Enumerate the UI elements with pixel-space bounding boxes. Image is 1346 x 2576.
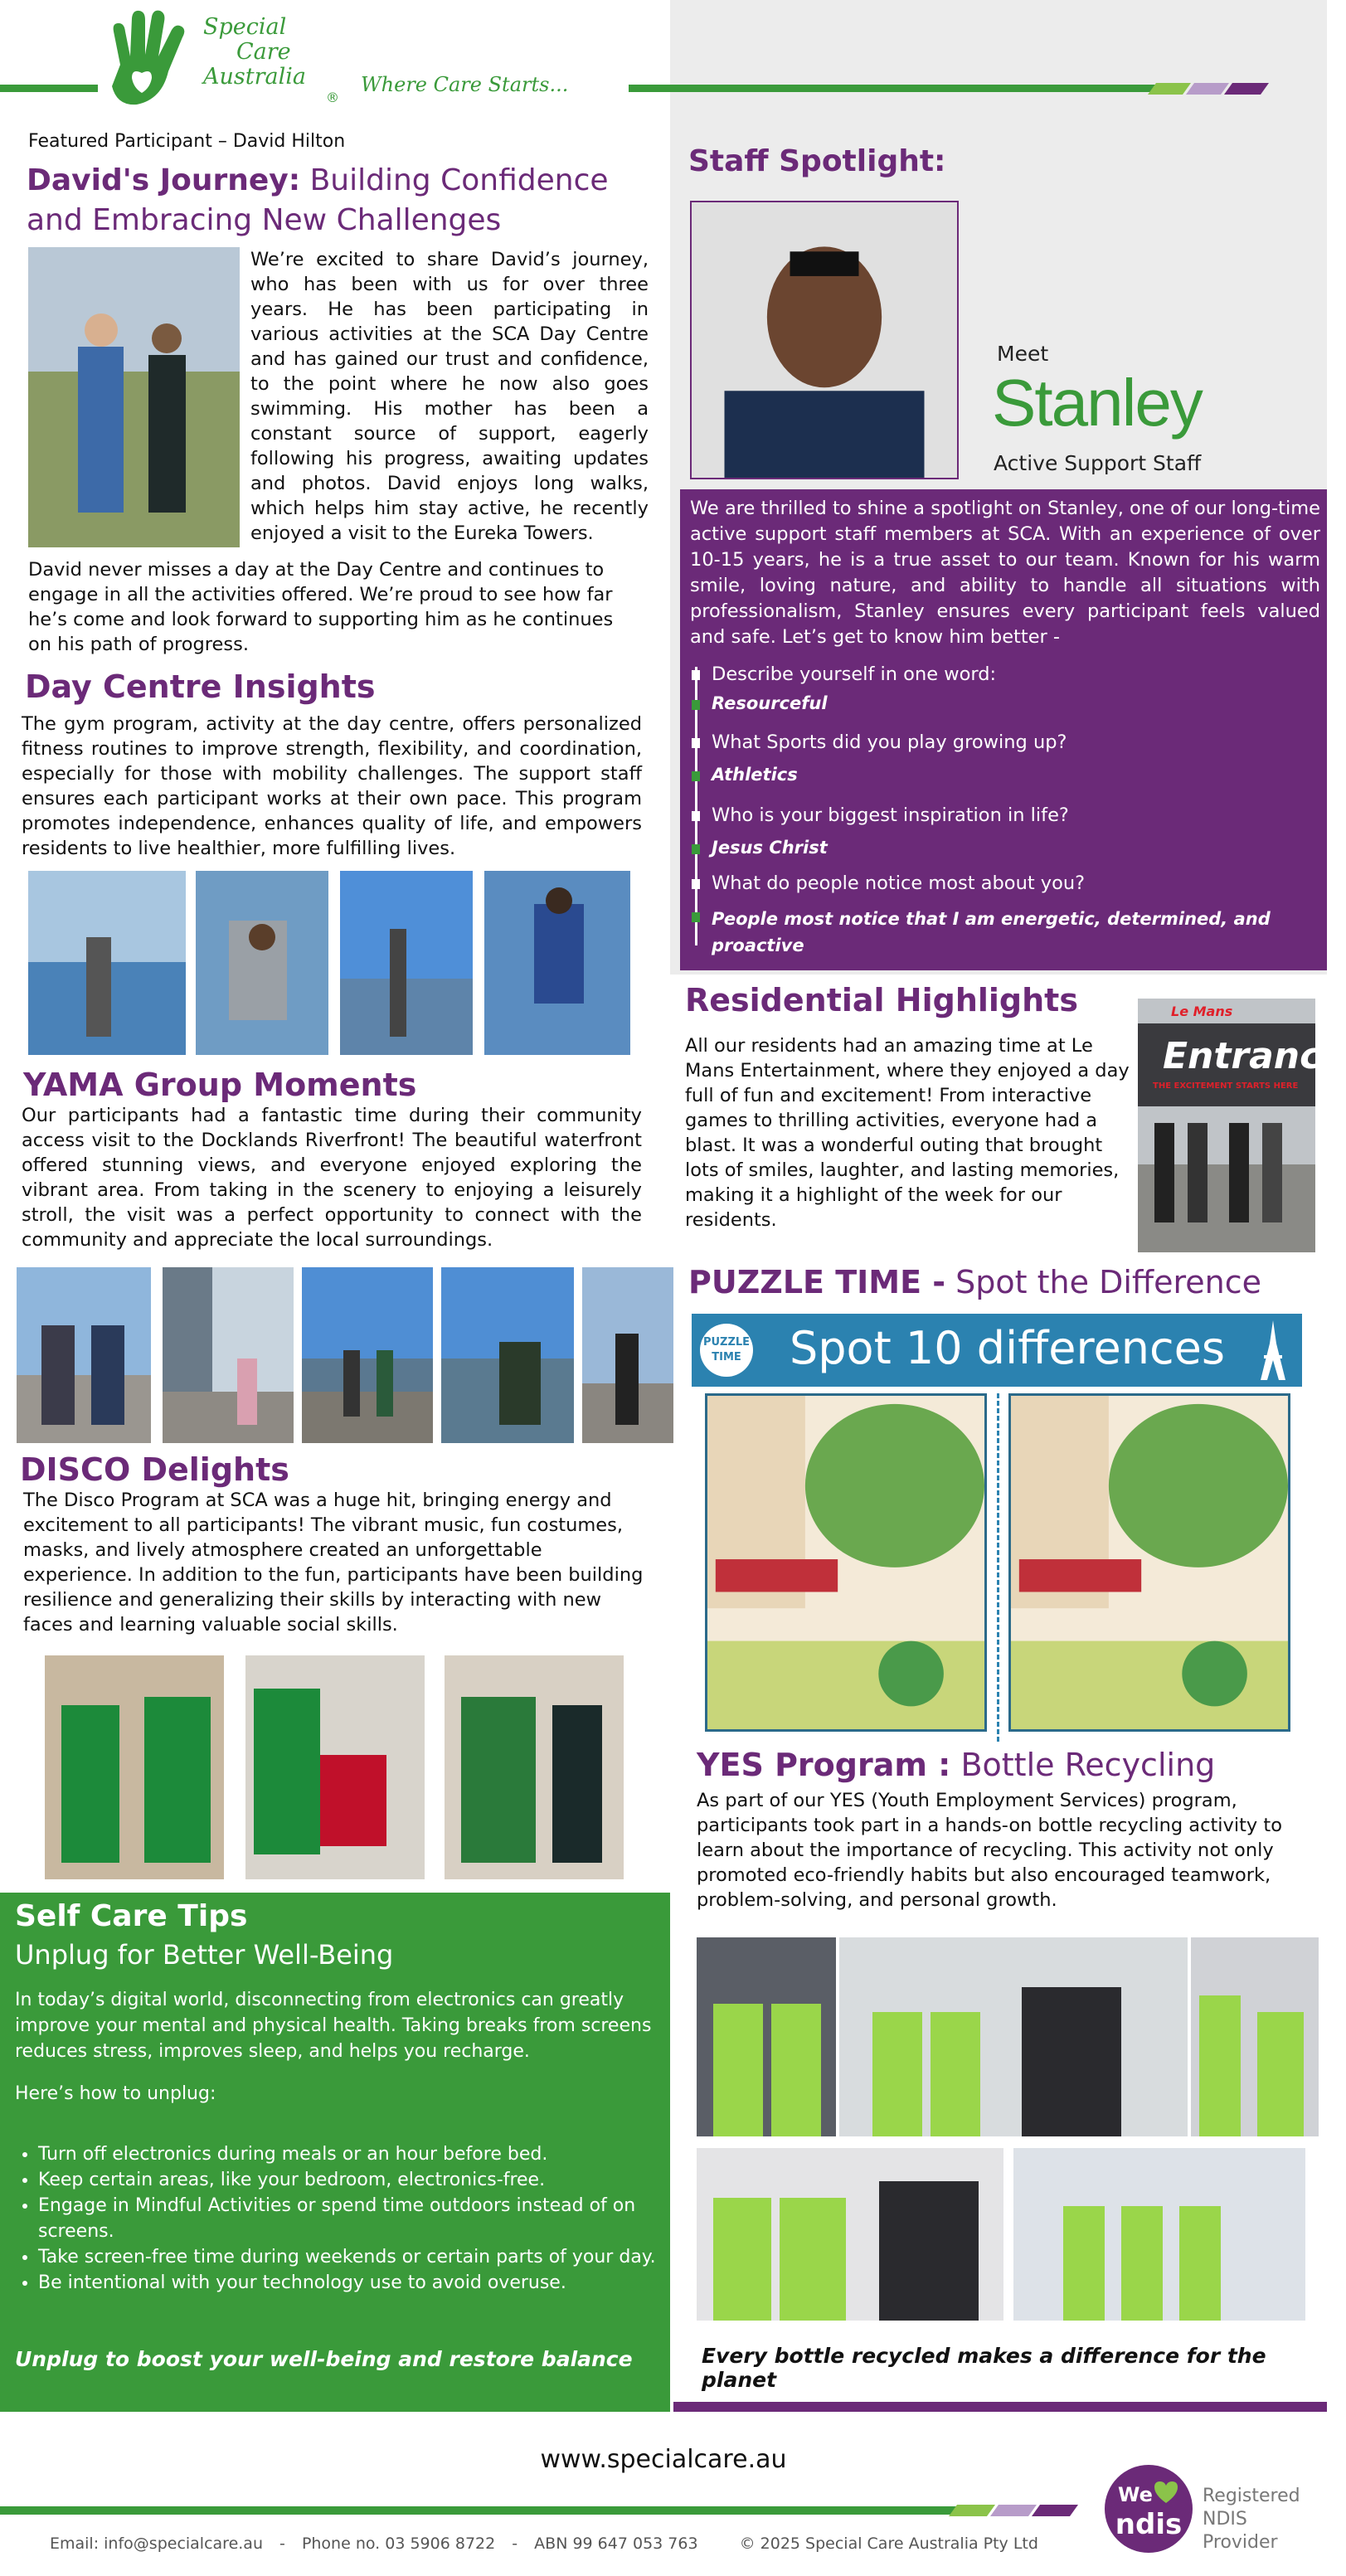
disco-photo-2 (245, 1655, 425, 1879)
staff-heading: Staff Spotlight: (688, 144, 946, 178)
self-care-panel (0, 1893, 670, 2412)
logo-text-care: Care (236, 39, 291, 65)
ndis-line2: NDIS Provider (1203, 2509, 1278, 2553)
logo-text-australia: Australia (203, 64, 306, 90)
staff-panel (680, 489, 1327, 970)
yes-photo-2 (839, 1937, 1188, 2136)
residential-text: All our residents had an amazing time at Le Mans Entertainment, where they enjoyed a day full of fun and excitement! From interactive games to thrilling activities, everyone had a blast. It was a wonderful outing that brought lots of smiles, laughter, and lasting memories, making it a highlight of the week for our residents. (685, 1035, 1130, 1231)
featured-label: Featured Participant – David Hilton (28, 131, 346, 152)
stanley-photo (690, 201, 959, 479)
day-centre-title: Day Centre Insights (25, 668, 376, 705)
sign-sub: THE EXCITEMENT STARTS HERE (1153, 1081, 1299, 1091)
tip-item: • Keep certain areas, like your bedroom, electronics-free. (38, 2167, 662, 2193)
qa-answer: Athletics (712, 765, 798, 785)
self-care-title: Self Care Tips (15, 1899, 248, 1933)
tagline: Where Care Starts... (361, 73, 569, 96)
puzzle-badge-line2: TIME (712, 1351, 741, 1363)
header-line-right (629, 85, 1159, 92)
yama-photo-1 (17, 1267, 151, 1443)
disco-photo-1 (45, 1655, 224, 1879)
ndis-text (1203, 2485, 1327, 2554)
heart-icon (1153, 2480, 1179, 2505)
self-care-subtitle: Unplug for Better Well-Being (15, 1939, 394, 1971)
ndis-line1: Registered (1203, 2486, 1300, 2506)
puzzle-badge (700, 1324, 753, 1377)
logo-text-special: Special (203, 14, 287, 40)
yama-title: YAMA Group Moments (23, 1067, 417, 1103)
staff-name: Stanley (992, 366, 1202, 440)
qa-bullet-icon (692, 738, 700, 748)
tip-item: • Engage in Mindful Activities or spend time outdoors instead of on screens. (38, 2193, 662, 2244)
yama-photo-4 (441, 1267, 574, 1443)
footer-stripes (945, 2505, 1111, 2516)
puzzle-title-rest: Spot the Difference (955, 1264, 1261, 1300)
ndis-logo (1105, 2465, 1193, 2553)
self-care-intro: In today’s digital world, disconnecting from electronics can greatly improve your mental and physical health. Taking breaks from screens reduces stress, improves sleep, and helps you recharge. (15, 1990, 652, 2062)
yama-text: Our participants had a fantastic time during their community access visit to the Docklands Riverfront! The beautiful waterfront offered stunning views, and everyone enjoyed exploring the vibrant area. From taking in the scenery to enjoying a leisurely stroll, the visit was a perfect opportunity to connect with the community and appreciate the local surroundings. (22, 1105, 642, 1251)
self-care-howto: Here’s how to unplug: (15, 2083, 216, 2104)
sign-top: Le Mans (1171, 1004, 1233, 1019)
yes-photo-1 (697, 1937, 836, 2136)
qa-question: Who is your biggest inspiration in life? (712, 804, 1069, 826)
footer-email[interactable]: Email: info@specialcare.au (50, 2535, 263, 2553)
logo (95, 7, 344, 114)
disco-text: The Disco Program at SCA was a huge hit, bringing energy and excitement to all participants! The vibrant music, fun costumes, masks, and lively atmosphere created an unforgettable experience. In addition to the fun, participants have been building resilience and generalizing their skills by interacting with new faces and learning valuable social skills. (23, 1490, 644, 1636)
qa-bullet-icon (692, 844, 700, 854)
featured-title (27, 161, 640, 241)
qa-list (688, 663, 1319, 955)
qa-answer: Jesus Christ (712, 838, 828, 858)
footer-contact (50, 2535, 1038, 2553)
qa-question: What do people notice most about you? (712, 872, 1086, 894)
qa-bullet-icon (692, 811, 700, 821)
gym-photo-1 (28, 871, 186, 1055)
qa-bullet-icon (692, 670, 700, 680)
footer-sep: - (279, 2535, 285, 2553)
footer-sep: - (512, 2535, 518, 2553)
ndis-we: We (1118, 2483, 1153, 2506)
puzzle-banner-text: Spot 10 differences (790, 1322, 1226, 1374)
qa-answer: Resourceful (712, 693, 828, 713)
yama-photo-5 (582, 1267, 673, 1443)
yes-caption: Every bottle recycled makes a difference for the planet (702, 2344, 1266, 2392)
residential-title: Residential Highlights (685, 982, 1078, 1018)
registered-mark-icon: ® (326, 90, 339, 105)
qa-bullet-icon (692, 771, 700, 781)
residential-photo (1138, 999, 1346, 1252)
yes-photo-4 (697, 2148, 1003, 2321)
yes-text: As part of our YES (Youth Employment Services) program, participants took part in a hands-on bottle recycling activity to learn about the importance of recycling. This activity not only promoted eco-friendly habits but also encouraged teamwork, problem-solving, and personal growth. (697, 1790, 1282, 1911)
featured-para1: We’re excited to share David’s journey, who has been with us for over three years. He has been participating in various activities at the SCA Day Centre and has gained our trust and confidence, to the point where he now also goes swimming. His mother has been a constant source of support, eagerly following his progress, awaiting updates and photos. David enjoys long walks, which helps him stay active, he recently enjoyed a visit to the Eureka Towers. (250, 249, 649, 544)
footer-phone[interactable]: Phone no. 03 5906 8722 (301, 2535, 496, 2553)
header-stripes (1144, 83, 1294, 95)
yes-title (697, 1747, 1215, 1783)
qa-bullet-icon (692, 700, 700, 710)
qa-answer: People most notice that I am energetic, determined, and proactive (712, 909, 1271, 955)
header-line-left (0, 85, 98, 92)
qa-bullet-icon (692, 879, 700, 889)
sign-main: Entrance (1163, 1035, 1346, 1077)
featured-title-bold: David's Journey: (27, 163, 301, 197)
footer-website[interactable]: www.specialcare.au (540, 2445, 787, 2474)
gym-photo-4 (484, 871, 630, 1055)
self-care-closing: Unplug to boost your well-being and restore balance (15, 2347, 633, 2371)
disco-photo-3 (445, 1655, 624, 1879)
qa-question: Describe yourself in one word: (712, 663, 997, 685)
puzzle-image-left (705, 1393, 987, 1732)
yes-photo-5 (1013, 2148, 1305, 2321)
disco-title: DISCO Delights (20, 1451, 289, 1488)
day-centre-text: The gym program, activity at the day centre, offers personalized fitness routines to improve strength, flexibility, and coordination, especially for those with mobility challenges. The support staff ensures each participant works at their own pace. This program promotes independence, enhances quality of life, and empowers residents to live healthier, more fulfilling lives. (22, 713, 642, 859)
david-photo (28, 247, 240, 547)
qa-bullet-icon (692, 912, 700, 922)
yes-title-bold: YES Program : (697, 1747, 951, 1783)
yes-photo-3 (1191, 1937, 1319, 2136)
footer-abn: ABN 99 647 053 763 (534, 2535, 698, 2553)
tip-item: • Be intentional with your technology use to avoid overuse. (38, 2270, 662, 2296)
puzzle-title-bold: PUZZLE TIME - (688, 1264, 946, 1300)
qa-question: What Sports did you play growing up? (712, 731, 1067, 753)
staff-meet: Meet (997, 342, 1049, 366)
footer-copyright: © 2025 Special Care Australia Pty Ltd (739, 2535, 1038, 2553)
yes-title-rest: Bottle Recycling (960, 1747, 1216, 1783)
yama-photo-2 (163, 1267, 294, 1443)
puzzle-badge-line1: PUZZLE (702, 1336, 751, 1349)
right-bottom-bar (673, 2402, 1327, 2412)
puzzle-image-right (1008, 1393, 1290, 1732)
puzzle-banner (692, 1314, 1302, 1387)
tip-item: • Turn off electronics during meals or an hour before bed. (38, 2141, 662, 2167)
gym-photo-2 (196, 871, 328, 1055)
tip-item: • Take screen-free time during weekends or certain parts of your day. (38, 2244, 662, 2270)
footer-line (0, 2506, 962, 2515)
puzzle-title (688, 1264, 1261, 1300)
featured-para2: David never misses a day at the Day Centre and continues to engage in all the activities offered. We’re proud to see how far he’s come and look forward to supporting him as he continues on his path of progress. (28, 559, 614, 655)
yama-photo-3 (302, 1267, 433, 1443)
featured-title-rest: Building Confidence and Embracing New Challenges (27, 163, 609, 237)
staff-role: Active Support Staff (994, 451, 1202, 475)
self-care-tips (15, 2141, 662, 2296)
eiffel-tower-icon (1252, 1319, 1294, 1382)
hand-heart-logo-icon (95, 7, 199, 110)
ndis-word: ndis (1115, 2508, 1183, 2541)
gym-photo-3 (340, 871, 473, 1055)
puzzle-divider (997, 1393, 999, 1742)
staff-intro: We are thrilled to shine a spotlight on Stanley, one of our long-time active support staff members at SCA. With an experience of over 10-15 years, he is a true asset to our team. Known for his warm smile, loving nature, and ability to handle all situations with professionalism, Stanley ensures every participant feels valued and safe. Let’s get to know him better - (690, 498, 1320, 648)
